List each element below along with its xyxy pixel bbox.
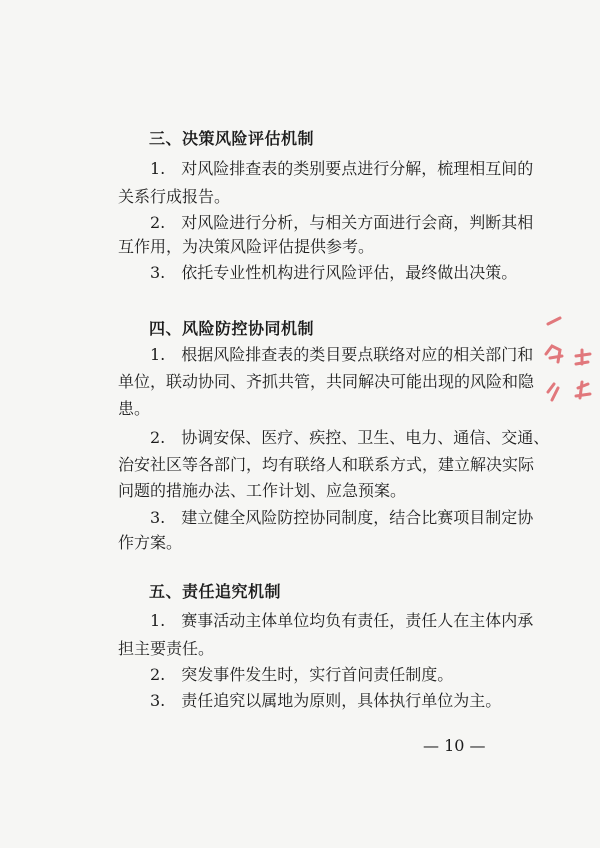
section-5-item-1-line-1: 1. 赛事活动主体单位均负有责任，责任人在主体内承 xyxy=(150,611,534,630)
section-3-item-2-line-2: 互作用，为决策风险评估提供参考。 xyxy=(118,237,375,256)
page-number: — 10 — xyxy=(423,736,486,755)
section-4-item-3-line-2: 作方案。 xyxy=(118,533,183,552)
section-3-item-1-line-1: 1. 对风险排查表的类别要点进行分解，梳理相互间的 xyxy=(150,159,534,178)
section-4-item-1-line-2: 单位，联动协同、齐抓共管，共同解决可能出现的风险和隐 xyxy=(118,372,535,391)
section-4-item-2-line-2: 治安社区等各部门，均有联络人和联系方式，建立解决实际 xyxy=(118,455,535,474)
section-3-item-1-line-2: 关系行成报告。 xyxy=(118,187,231,206)
section-3-item-2-line-1: 2. 对风险进行分析，与相关方面进行会商，判断其相 xyxy=(150,213,534,232)
seal-fragment-icon xyxy=(538,306,598,416)
section-3-heading: 三、决策风险评估机制 xyxy=(149,129,315,148)
section-4-item-3-line-1: 3. 建立健全风险防控协同制度，结合比赛项目制定协 xyxy=(150,508,534,527)
section-5-item-2-line-1: 2. 突发事件发生时，实行首问责任制度。 xyxy=(150,665,454,684)
section-4-item-1-line-1: 1. 根据风险排查表的类目要点联络对应的相关部门和 xyxy=(150,345,534,364)
section-3-item-3-line-1: 3. 依托专业性机构进行风险评估，最终做出决策。 xyxy=(150,263,518,282)
section-4-item-1-line-3: 患。 xyxy=(118,399,151,418)
seal-mark-decoration xyxy=(538,306,598,416)
section-4-item-2-line-1: 2. 协调安保、医疗、疾控、卫生、电力、通信、交通、 xyxy=(150,428,550,447)
section-5-heading: 五、责任追究机制 xyxy=(149,582,282,601)
section-4-item-2-line-3: 问题的措施办法、工作计划、应急预案。 xyxy=(118,481,407,500)
section-4-heading: 四、风险防控协同机制 xyxy=(149,319,315,338)
section-5-item-3-line-1: 3. 责任追究以属地为原则，具体执行单位为主。 xyxy=(150,691,502,710)
section-5-item-1-line-2: 担主要责任。 xyxy=(118,639,215,658)
